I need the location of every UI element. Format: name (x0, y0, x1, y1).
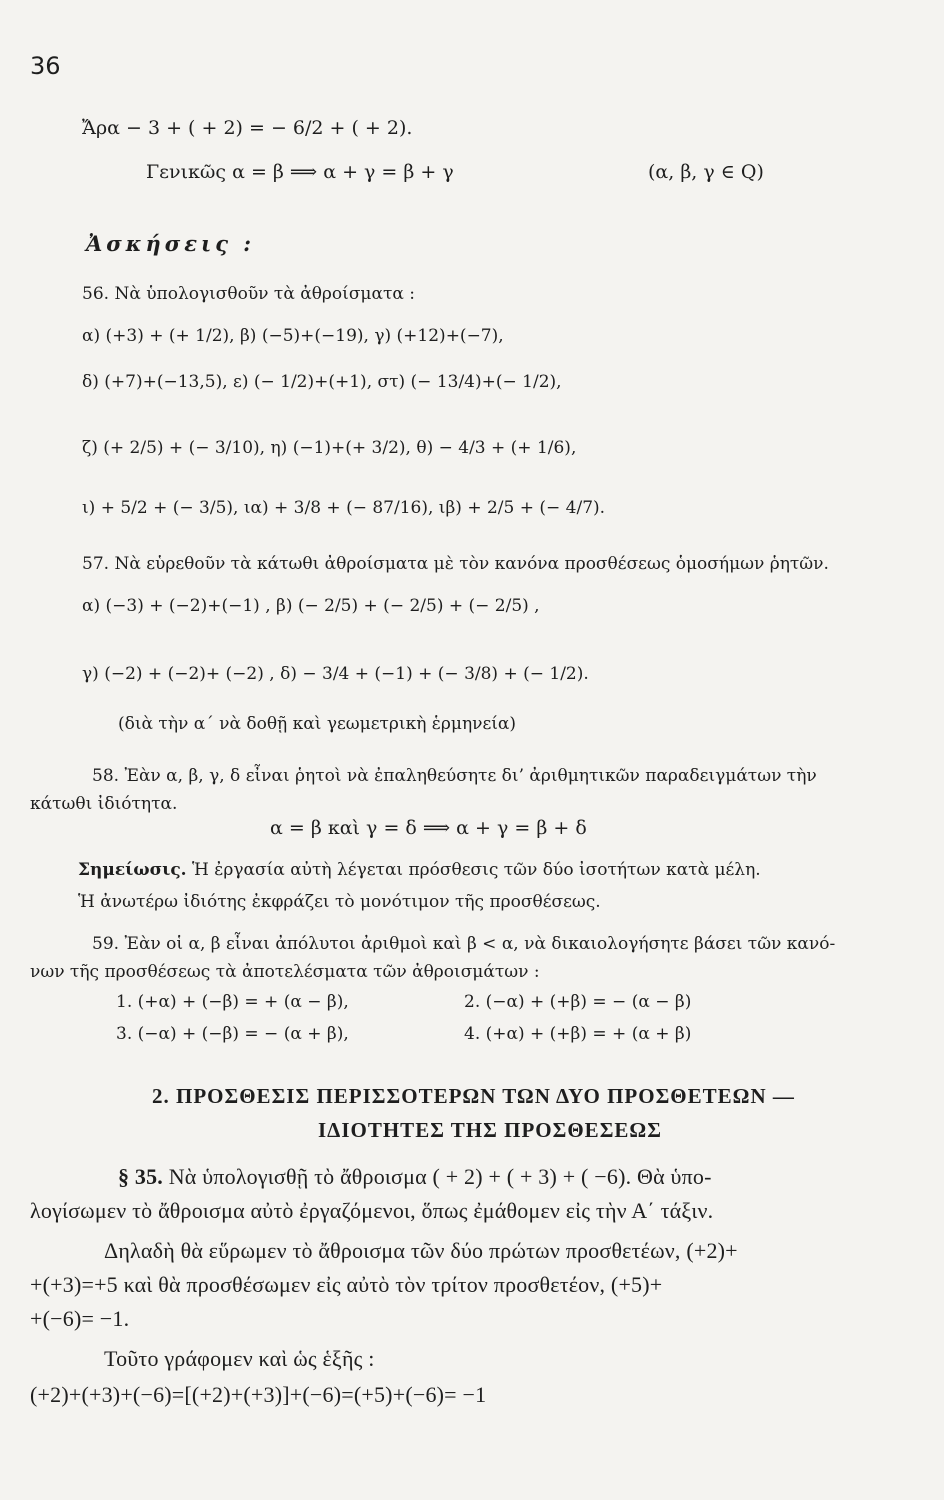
exercise-57-note: (διὰ τὴν α΄ νὰ δοθῇ καὶ γεωμετρικὴ ἑρμηνεία) (118, 714, 517, 734)
exercise-57-prompt: 57. Νὰ εὑρεθοῦν τὰ κάτωθι ἀθροίσματα μὲ τὸν κανόνα προσθέσεως ὁμοσήμων ῥητῶν. (82, 554, 829, 574)
exercise-56-prompt: 56. Νὰ ὑπολογισθοῦν τὰ ἀθροίσματα : (82, 284, 415, 304)
paragraph-equation: (+2)+(+3)+(−6)=[(+2)+(+3)]+(−6)=(+5)+(−6)= −1 (30, 1382, 487, 1407)
result-3: 3. (−α) + (−β) = − (α + β), (116, 1024, 349, 1044)
exercises-heading: Ἀσκήσεις : (86, 231, 256, 256)
paragraph-line: +(−6)= −1. (30, 1306, 130, 1331)
exercise-56-row: ζ) (+ 2/5) + (− 3/10), η) (−1)+(+ 3/2), θ) − 4/3 + (+ 1/6), (82, 438, 577, 458)
paragraph-line: Δηλαδὴ θὰ εὕρωμεν τὸ ἄθροισμα τῶν δύο πρώτων προσθετέων, (+2)+ (104, 1238, 738, 1263)
section-number: § 35. (118, 1164, 163, 1189)
equation-line: Ἄρα − 3 + ( + 2) = − 6/2 + ( + 2). (82, 117, 413, 139)
exercise-57-row: α) (−3) + (−2)+(−1) , β) (− 2/5) + (− 2/5) + (− 2/5) , (82, 596, 540, 616)
exercise-56-row: α) (+3) + (+ 1/2), β) (−5)+(−19), γ) (+12)+(−7), (82, 326, 504, 346)
exercise-58-property: α = β καὶ γ = δ ⟹ α + γ = β + δ (270, 817, 587, 839)
remark-line-2: Ἡ ἀνωτέρω ἰδιότης ἐκφράζει τὸ μονότιμον τῆς προσθέσεως. (78, 892, 601, 912)
exercise-57-row: γ) (−2) + (−2)+ (−2) , δ) − 3/4 + (−1) + (− 3/8) + (− 1/2). (82, 664, 589, 684)
exercise-56-row: ι) + 5/2 + (− 3/5), ια) + 3/8 + (− 87/16), ιβ) + 2/5 + (− 4/7). (82, 498, 606, 518)
paragraph-text: Νὰ ὑπολογισθῇ τὸ ἄθροισμα ( + 2) + ( + 3) + ( −6). Θὰ ὑπο- (163, 1164, 712, 1189)
remark-label: Σημείωσις. (78, 860, 187, 880)
general-rule: Γενικῶς α = β ⟹ α + γ = β + γ (146, 161, 454, 183)
exercise-59-prompt: 59. Ἐὰν οἱ α, β εἶναι ἀπόλυτοι ἀριθμοὶ καὶ β < α, νὰ δικαιολογήσητε βάσει τῶν κανό- (92, 934, 836, 954)
paragraph-line (118, 1164, 712, 1190)
paragraph-line: Τοῦτο γράφομεν καὶ ὡς ἑξῆς : (104, 1346, 375, 1371)
exercise-56-row: δ) (+7)+(−13,5), ε) (− 1/2)+(+1), στ) (− 13/4)+(− 1/2), (82, 372, 562, 392)
result-1: 1. (+α) + (−β) = + (α − β), (116, 992, 349, 1012)
page-number: 36 (30, 52, 61, 80)
exercise-58-prompt-cont: κάτωθι ἰδιότητα. (30, 794, 178, 814)
paragraph-line: +(+3)=+5 καὶ θὰ προσθέσωμεν εἰς αὐτὸ τὸν τρίτον προσθετέον, (+5)+ (30, 1272, 663, 1297)
section-heading-line-2: ΙΔΙΟΤΗΤΕΣ ΤΗΣ ΠΡΟΣΘΕΣΕΩΣ (318, 1118, 662, 1142)
exercise-58-prompt: 58. Ἐὰν α, β, γ, δ εἶναι ῥητοὶ νὰ ἐπαληθεύσητε δι’ ἀριθμητικῶν παραδειγμάτων τὴν (92, 766, 817, 786)
result-2: 2. (−α) + (+β) = − (α − β) (464, 992, 692, 1012)
remark-text: Ἡ ἐργασία αὐτὴ λέγεται πρόσθεσις τῶν δύο ἰσοτήτων κατὰ μέλη. (186, 860, 761, 880)
result-4: 4. (+α) + (+β) = + (α + β) (464, 1024, 692, 1044)
exercise-59-prompt-cont: νων τῆς προσθέσεως τὰ ἀποτελέσματα τῶν ἀθροισμάτων : (30, 962, 540, 982)
rule-condition: (α, β, γ ∈ Q) (648, 161, 764, 183)
remark-line (78, 858, 761, 882)
paragraph-line: λογίσωμεν τὸ ἄθροισμα αὐτὸ ἐργαζόμενοι, ὅπως ἐμάθομεν εἰς τὴν Α΄ τάξιν. (30, 1198, 714, 1223)
section-heading-line-1: 2. ΠΡΟΣΘΕΣΙΣ ΠΕΡΙΣΣΟΤΕΡΩΝ ΤΩΝ ΔΥΟ ΠΡΟΣΘΕΤΕΩΝ — (152, 1084, 795, 1108)
